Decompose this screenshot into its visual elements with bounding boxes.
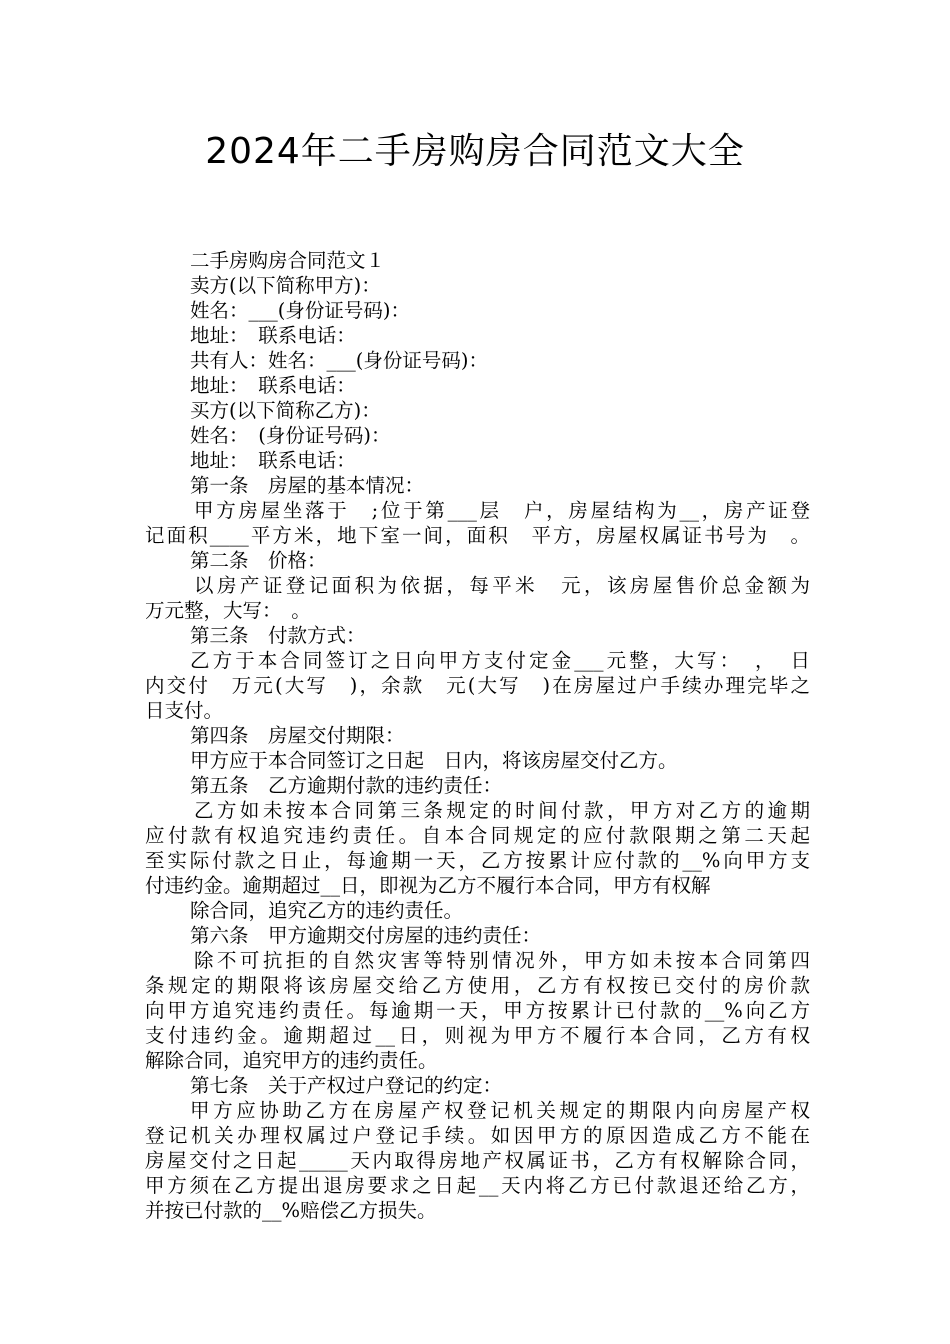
- text-line: 卖方(以下简称甲方)：: [190, 274, 381, 297]
- text-line: 万元整，大写： 。: [145, 599, 311, 622]
- text-line: 姓名：___(身份证号码)：: [190, 299, 410, 322]
- text-line: 除合同，追究乙方的违约责任。: [190, 899, 464, 922]
- text-line: 以房产证登记面积为依据，每平米 元，该房屋售价总金额为: [194, 574, 810, 597]
- text-line: 至实际付款之日止，每逾期一天，乙方按累计应付款的__%向甲方支: [145, 849, 810, 872]
- text-line: 记面积____平方米，地下室一间，面积 平方，房屋权属证书号为 。: [145, 524, 810, 547]
- text-line: 解除合同，追究甲方的违约责任。: [145, 1049, 438, 1072]
- text-line: 乙方如未按本合同第三条规定的时间付款，甲方对乙方的逾期: [194, 799, 810, 822]
- document-title: 2024年二手房购房合同范文大全: [205, 131, 745, 172]
- text-line: 付违约金。逾期超过__日，即视为乙方不履行本合同，甲方有权解: [145, 874, 711, 897]
- text-line: 内交付 万元(大写 )，余款 元(大写 )在房屋过户手续办理完毕之: [145, 674, 810, 697]
- text-line: 第三条 付款方式：: [190, 624, 366, 647]
- text-line: 应付款有权追究违约责任。自本合同规定的应付款限期之第二天起: [145, 824, 810, 847]
- text-line: 乙方于本合同签订之日向甲方支付定金___元整，大写： ， 日: [190, 649, 810, 672]
- text-line: 姓名： (身份证号码)：: [190, 424, 391, 447]
- text-line: 甲方应协助乙方在房屋产权登记机关规定的期限内向房屋产权: [190, 1099, 810, 1122]
- text-line: 共有人：姓名：___(身份证号码)：: [190, 349, 488, 372]
- text-line: 第六条 甲方逾期交付房屋的违约责任：: [190, 924, 542, 947]
- text-line: 第七条 关于产权过户登记的约定：: [190, 1074, 503, 1097]
- text-line: 甲方应于本合同签订之日起 日内，将该房屋交付乙方。: [190, 749, 678, 772]
- text-line: 第四条 房屋交付期限：: [190, 724, 405, 747]
- text-line: 地址： 联系电话：: [190, 374, 356, 397]
- text-line: 二手房购房合同范文１: [190, 249, 386, 272]
- text-line: 地址： 联系电话：: [190, 324, 356, 347]
- text-line: 条规定的期限将该房屋交给乙方使用，乙方有权按已交付的房价款: [145, 974, 810, 997]
- text-line: 第一条 房屋的基本情况：: [190, 474, 425, 497]
- document-body: [145, 248, 810, 1223]
- text-line: 日支付。: [145, 699, 224, 722]
- text-line: 地址： 联系电话：: [190, 449, 356, 472]
- text-line: 买方(以下简称乙方)：: [190, 399, 381, 422]
- text-line: 支付违约金。逾期超过__日，则视为甲方不履行本合同，乙方有权: [145, 1024, 810, 1047]
- text-line: 向甲方追究违约责任。每逾期一天，甲方按累计已付款的__%向乙方: [145, 999, 810, 1022]
- text-line: 第二条 价格：: [190, 549, 327, 572]
- text-line: 登记机关办理权属过户登记手续。如因甲方的原因造成乙方不能在: [145, 1124, 810, 1147]
- text-line: 甲方房屋坐落于 ;位于第___层 户，房屋结构为__，房产证登: [194, 499, 810, 522]
- text-line: 第五条 乙方逾期付款的违约责任：: [190, 774, 503, 797]
- text-line: 并按已付款的__%赔偿乙方损失。: [145, 1199, 437, 1222]
- text-line: 除不可抗拒的自然灾害等特别情况外，甲方如未按本合同第四: [194, 949, 810, 972]
- text-line: 甲方须在乙方提出退房要求之日起__天内将乙方已付款退还给乙方，: [145, 1174, 810, 1197]
- text-line: 房屋交付之日起_____天内取得房地产权属证书，乙方有权解除合同，: [145, 1149, 810, 1172]
